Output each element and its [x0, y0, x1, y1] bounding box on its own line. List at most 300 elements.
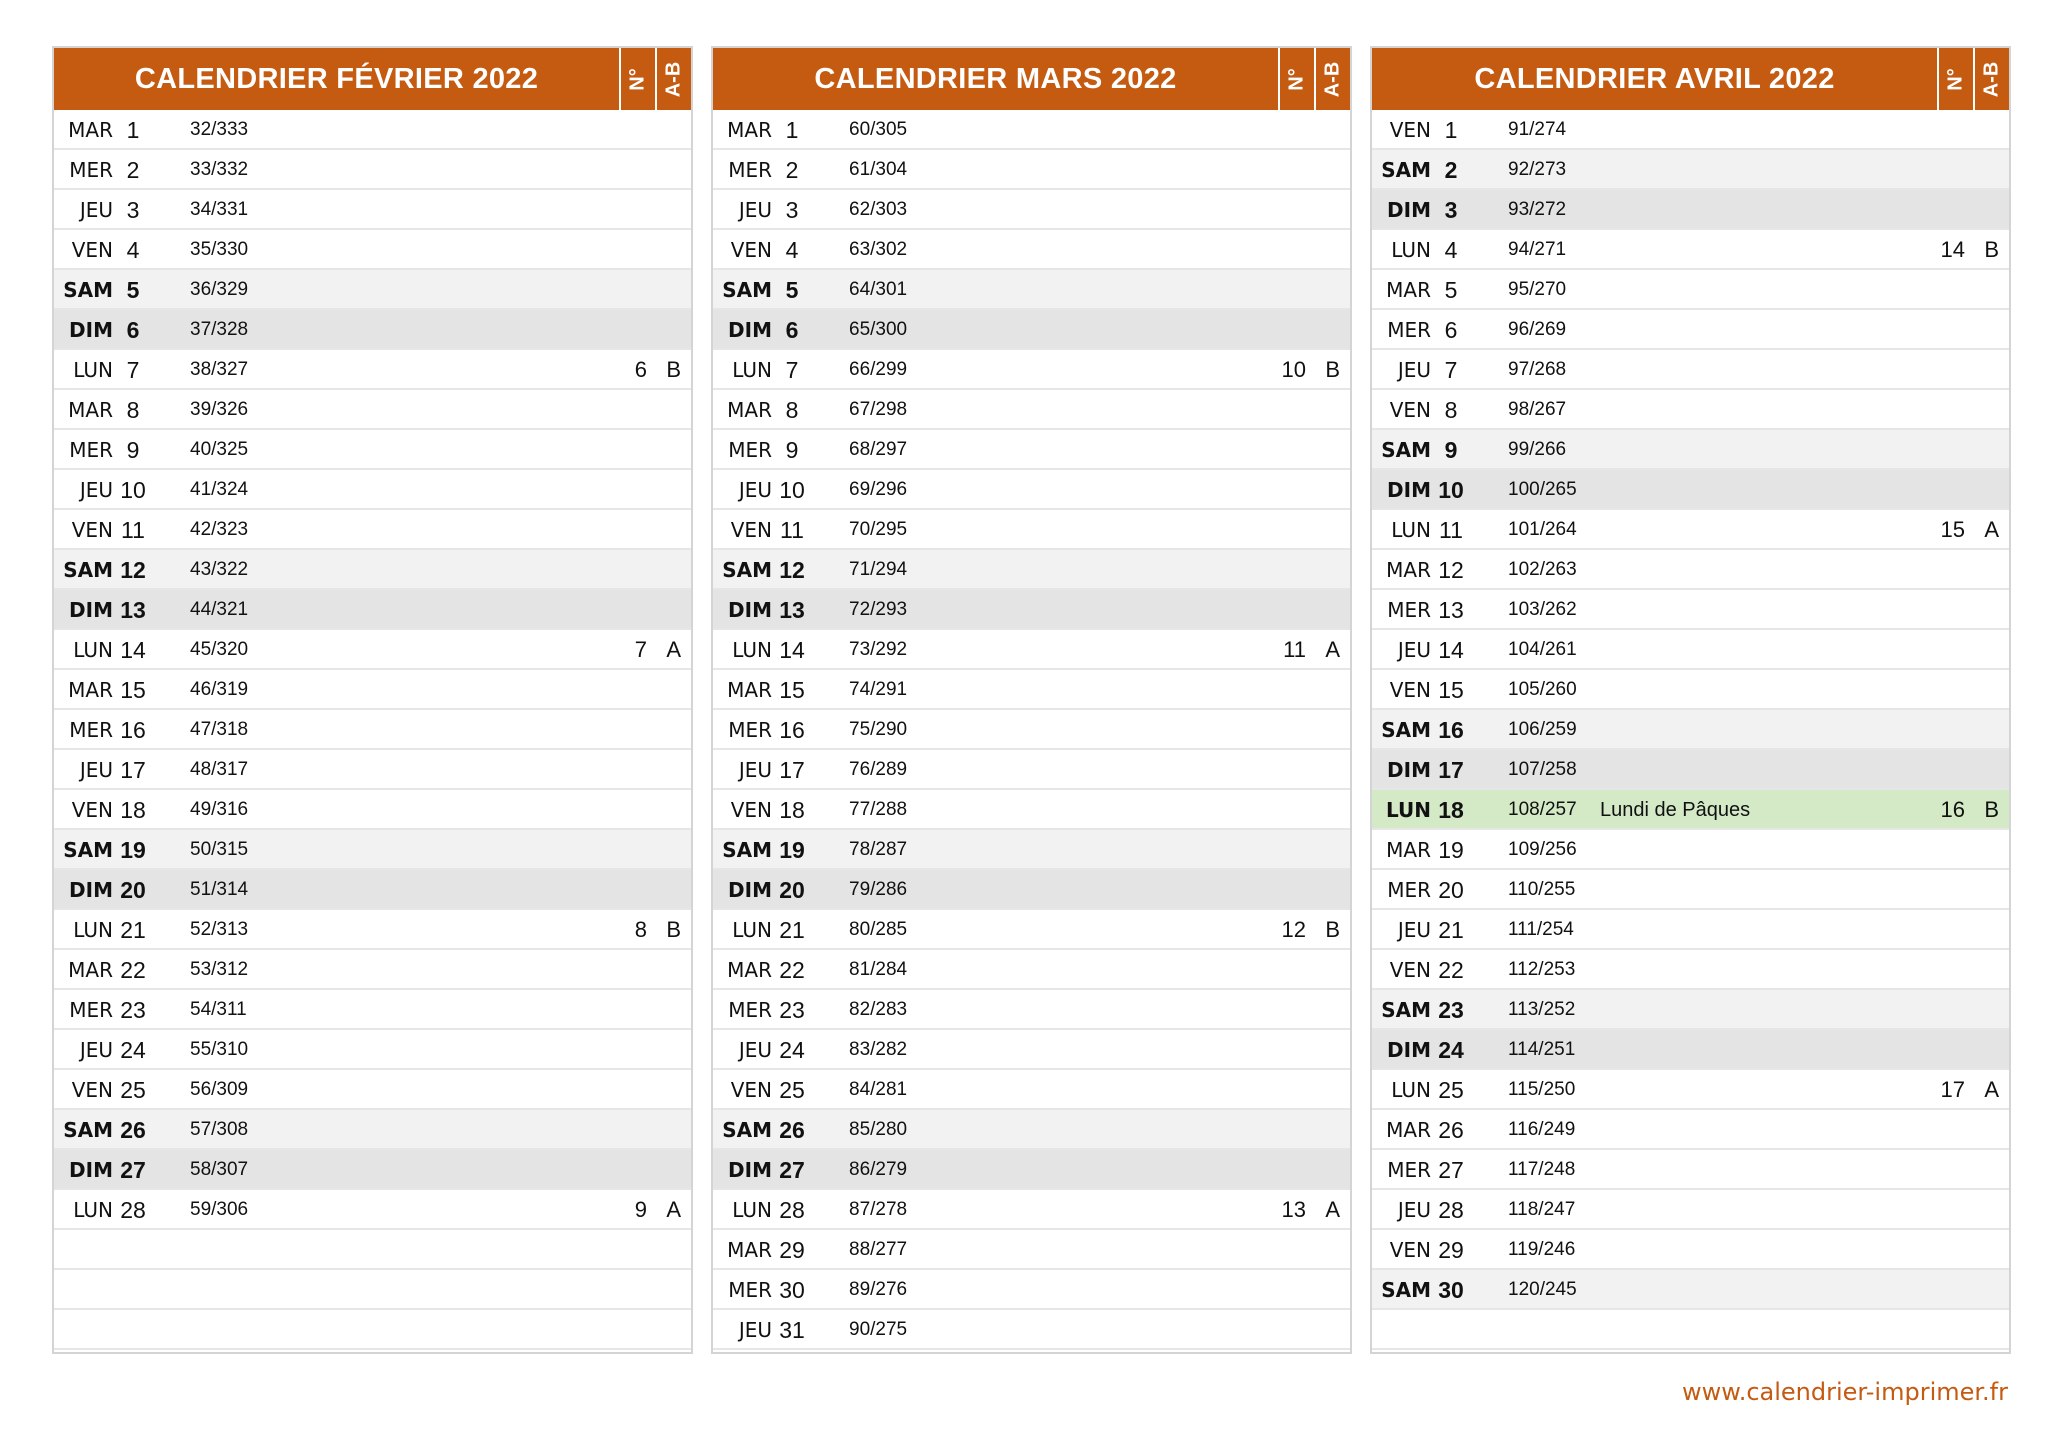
day-row-weekend	[713, 870, 1350, 910]
ab-week: A	[1325, 637, 1340, 662]
day-number: 14	[779, 637, 805, 663]
day-row	[713, 630, 1350, 670]
day-of-week: MER	[728, 998, 772, 1022]
day-row	[54, 950, 691, 990]
day-of-week: MER	[69, 158, 113, 182]
week-number: 14	[1940, 237, 1965, 262]
day-of-week: DIM	[728, 878, 772, 902]
day-of-year: 117/248	[1508, 1159, 1576, 1180]
day-of-year: 78/287	[849, 839, 908, 860]
day-row	[713, 950, 1350, 990]
day-number: 2	[1444, 157, 1458, 183]
day-number: 16	[1438, 717, 1464, 743]
day-row-weekend	[713, 830, 1350, 870]
day-row	[713, 150, 1350, 190]
day-of-year: 33/332	[190, 159, 249, 180]
day-row	[713, 1030, 1350, 1070]
day-row	[54, 910, 691, 950]
day-of-week: LUN	[732, 358, 772, 382]
day-of-year: 70/295	[849, 519, 908, 540]
day-of-week: MAR	[1386, 278, 1431, 302]
day-number: 4	[1444, 237, 1458, 263]
ab-week-column-header: A-B	[1973, 48, 2009, 110]
day-number: 12	[1438, 557, 1464, 583]
day-of-week: VEN	[71, 238, 113, 262]
day-row	[54, 150, 691, 190]
day-number: 8	[126, 397, 140, 423]
day-of-week: MER	[69, 998, 113, 1022]
day-of-week: LUN	[1391, 238, 1431, 262]
day-of-year: 55/310	[190, 1039, 249, 1060]
day-number: 10	[779, 477, 805, 503]
ab-week: B	[1984, 797, 1999, 822]
day-of-year: 47/318	[190, 719, 249, 740]
week-number-column-header: N°	[619, 48, 655, 110]
day-row-weekend	[1372, 750, 2009, 790]
calendar-header	[54, 48, 691, 110]
week-number: 12	[1281, 917, 1306, 942]
calendar-title: CALENDRIER MARS 2022	[814, 62, 1177, 95]
day-of-week: VEN	[730, 238, 772, 262]
ab-week: B	[1984, 237, 1999, 262]
day-of-week: JEU	[79, 478, 113, 502]
day-of-week: MAR	[68, 398, 113, 422]
day-of-year: 40/325	[190, 439, 249, 460]
day-number: 6	[785, 317, 799, 343]
day-of-year: 89/276	[849, 1279, 908, 1300]
day-number: 2	[785, 157, 799, 183]
day-row-weekend	[713, 1110, 1350, 1150]
day-of-week: DIM	[728, 1158, 772, 1182]
day-of-week: SAM	[1381, 1278, 1431, 1302]
day-of-week: JEU	[1397, 638, 1431, 662]
week-number-column-header: N°	[1278, 48, 1314, 110]
day-number: 26	[120, 1117, 146, 1143]
day-number: 6	[126, 317, 140, 343]
day-of-week: MER	[728, 438, 772, 462]
day-row-weekend	[1372, 470, 2009, 510]
empty-row	[54, 1230, 691, 1270]
day-number: 11	[121, 517, 145, 543]
calendar-header	[713, 48, 1350, 110]
day-of-week: VEN	[730, 1078, 772, 1102]
day-of-year: 71/294	[849, 559, 908, 580]
day-of-week: JEU	[79, 198, 113, 222]
day-row	[713, 470, 1350, 510]
day-row	[1372, 1150, 2009, 1190]
day-number: 19	[779, 837, 805, 863]
day-row	[713, 430, 1350, 470]
day-row-weekend	[1372, 1030, 2009, 1070]
day-number: 1	[1444, 117, 1458, 143]
ab-week: B	[1325, 357, 1340, 382]
day-row-weekend	[54, 590, 691, 630]
day-of-year: 115/250	[1508, 1079, 1576, 1100]
day-of-year: 44/321	[190, 599, 249, 620]
day-number: 29	[1438, 1237, 1464, 1263]
day-of-week: JEU	[79, 1038, 113, 1062]
day-number: 19	[120, 837, 146, 863]
day-of-week: JEU	[1397, 918, 1431, 942]
day-number: 12	[120, 557, 146, 583]
day-number: 22	[779, 957, 805, 983]
week-number: 16	[1940, 797, 1965, 822]
day-of-week: MER	[1387, 598, 1431, 622]
day-row	[1372, 550, 2009, 590]
day-row	[54, 1030, 691, 1070]
day-of-year: 103/262	[1508, 599, 1577, 620]
day-number: 25	[1438, 1077, 1464, 1103]
day-of-year: 75/290	[849, 719, 908, 740]
day-number: 10	[120, 477, 146, 503]
day-row	[1372, 310, 2009, 350]
day-of-week: SAM	[1381, 158, 1431, 182]
day-of-year: 77/288	[849, 799, 908, 820]
day-number: 28	[779, 1197, 805, 1223]
day-of-year: 97/268	[1508, 359, 1567, 380]
day-number: 13	[779, 597, 805, 623]
day-number: 8	[785, 397, 799, 423]
week-number: 15	[1940, 517, 1965, 542]
day-of-year: 87/278	[849, 1199, 908, 1220]
day-of-week: MER	[1387, 1158, 1431, 1182]
day-of-week: MAR	[1386, 558, 1431, 582]
day-of-year: 120/245	[1508, 1279, 1577, 1300]
day-of-year: 112/253	[1508, 959, 1576, 980]
day-of-year: 107/258	[1508, 759, 1577, 780]
day-of-week: VEN	[1389, 398, 1431, 422]
day-number: 12	[779, 557, 805, 583]
day-number: 27	[779, 1157, 805, 1183]
footer-website-link[interactable]: www.calendrier-imprimer.fr	[1682, 1378, 2008, 1406]
day-of-year: 98/267	[1508, 399, 1567, 420]
day-number: 6	[1444, 317, 1458, 343]
day-of-week: SAM	[722, 838, 772, 862]
day-of-year: 82/283	[849, 999, 908, 1020]
day-of-year: 60/305	[849, 119, 908, 140]
calendar-title: CALENDRIER AVRIL 2022	[1474, 62, 1835, 95]
day-number: 10	[1438, 477, 1464, 503]
day-of-week: JEU	[1397, 358, 1431, 382]
day-of-year: 34/331	[190, 199, 249, 220]
day-of-week: JEU	[738, 1318, 772, 1342]
day-row	[54, 390, 691, 430]
day-row	[713, 1070, 1350, 1110]
day-of-week: DIM	[728, 318, 772, 342]
calendar-march	[711, 46, 1352, 1354]
ab-week: A	[1325, 1197, 1340, 1222]
week-number-column-header: N°	[1937, 48, 1973, 110]
day-of-week: MAR	[727, 958, 772, 982]
day-of-year: 62/303	[849, 199, 908, 220]
day-of-week: MAR	[1386, 838, 1431, 862]
week-number: 8	[634, 917, 647, 942]
day-of-year: 84/281	[849, 1079, 908, 1100]
day-number: 4	[126, 237, 140, 263]
day-of-year: 111/254	[1508, 919, 1574, 940]
day-of-week: MER	[728, 718, 772, 742]
day-of-year: 109/256	[1508, 839, 1577, 860]
day-of-week: MAR	[727, 678, 772, 702]
day-of-week: SAM	[1381, 998, 1431, 1022]
day-number: 27	[1438, 1157, 1464, 1183]
day-row-weekend	[1372, 150, 2009, 190]
day-of-year: 36/329	[190, 279, 249, 300]
day-of-week: DIM	[728, 598, 772, 622]
day-row	[713, 910, 1350, 950]
day-of-year: 102/263	[1508, 559, 1577, 580]
day-number: 28	[1438, 1197, 1464, 1223]
day-row	[54, 470, 691, 510]
ab-week: B	[666, 917, 681, 942]
day-of-year: 46/319	[190, 679, 249, 700]
day-number: 23	[1438, 997, 1464, 1023]
week-number: 9	[634, 1197, 647, 1222]
day-number: 7	[785, 357, 799, 383]
day-number: 20	[120, 877, 146, 903]
day-of-year: 114/251	[1508, 1039, 1576, 1060]
day-of-week: MAR	[727, 118, 772, 142]
day-row	[54, 1190, 691, 1230]
day-of-year: 37/328	[190, 319, 249, 340]
day-of-year: 101/264	[1508, 519, 1577, 540]
day-of-year: 91/274	[1508, 119, 1567, 140]
day-number: 14	[1438, 637, 1464, 663]
day-of-week: MER	[69, 438, 113, 462]
day-number: 20	[779, 877, 805, 903]
day-number: 13	[120, 597, 146, 623]
day-of-week: DIM	[69, 598, 113, 622]
day-number: 9	[1444, 437, 1458, 463]
day-of-year: 100/265	[1508, 479, 1577, 500]
day-of-year: 49/316	[190, 799, 249, 820]
day-number: 21	[779, 917, 805, 943]
day-of-year: 93/272	[1508, 199, 1567, 220]
day-of-year: 38/327	[190, 359, 249, 380]
empty-row	[54, 1270, 691, 1310]
day-row	[713, 110, 1350, 150]
day-row-weekend	[713, 270, 1350, 310]
day-row	[1372, 910, 2009, 950]
day-row	[1372, 630, 2009, 670]
day-number: 8	[1444, 397, 1458, 423]
week-number: 6	[634, 357, 647, 382]
day-row-weekend	[54, 550, 691, 590]
day-number: 30	[1438, 1277, 1464, 1303]
day-row-weekend	[54, 830, 691, 870]
day-of-year: 86/279	[849, 1159, 908, 1180]
day-row-weekend	[1372, 1270, 2009, 1310]
day-row	[713, 350, 1350, 390]
day-of-year: 61/304	[849, 159, 908, 180]
day-of-week: SAM	[722, 558, 772, 582]
day-of-year: 56/309	[190, 1079, 249, 1100]
day-of-week: JEU	[738, 1038, 772, 1062]
day-of-year: 80/285	[849, 919, 908, 940]
day-row	[54, 110, 691, 150]
day-of-year: 52/313	[190, 919, 249, 940]
day-row	[1372, 830, 2009, 870]
day-number: 14	[120, 637, 146, 663]
day-number: 15	[1438, 677, 1464, 703]
day-row	[713, 1230, 1350, 1270]
day-number: 1	[126, 117, 140, 143]
day-of-year: 79/286	[849, 879, 908, 900]
day-of-week: LUN	[732, 638, 772, 662]
day-of-week: LUN	[732, 918, 772, 942]
day-of-week: DIM	[1387, 198, 1431, 222]
day-of-year: 99/266	[1508, 439, 1567, 460]
day-of-week: JEU	[738, 478, 772, 502]
day-row	[1372, 670, 2009, 710]
day-of-year: 67/298	[849, 399, 908, 420]
day-row	[54, 510, 691, 550]
day-row-weekend	[713, 590, 1350, 630]
day-of-week: LUN	[732, 1198, 772, 1222]
day-number: 5	[1444, 277, 1458, 303]
day-number: 2	[126, 157, 140, 183]
day-row	[713, 390, 1350, 430]
day-of-year: 83/282	[849, 1039, 908, 1060]
day-number: 29	[779, 1237, 805, 1263]
day-of-week: LUN	[73, 1198, 113, 1222]
day-of-year: 116/249	[1508, 1119, 1576, 1140]
day-number: 31	[779, 1317, 805, 1343]
week-number: 13	[1281, 1197, 1306, 1222]
day-of-week: SAM	[63, 278, 113, 302]
day-row	[1372, 1230, 2009, 1270]
day-number: 21	[120, 917, 146, 943]
day-of-week: JEU	[1397, 1198, 1431, 1222]
day-row	[54, 230, 691, 270]
day-of-year: 104/261	[1508, 639, 1577, 660]
week-number: 11	[1283, 637, 1306, 662]
day-row-weekend	[713, 310, 1350, 350]
day-of-year: 63/302	[849, 239, 908, 260]
day-row	[713, 190, 1350, 230]
week-number: 10	[1281, 357, 1306, 382]
day-of-week: JEU	[79, 758, 113, 782]
day-of-year: 45/320	[190, 639, 249, 660]
day-number: 4	[785, 237, 799, 263]
day-of-year: 51/314	[190, 879, 249, 900]
day-number: 21	[1438, 917, 1464, 943]
day-row	[1372, 1110, 2009, 1150]
day-row	[54, 670, 691, 710]
day-row-weekend	[1372, 430, 2009, 470]
day-row	[713, 710, 1350, 750]
day-of-week: VEN	[1389, 1238, 1431, 1262]
day-of-week: MER	[728, 1278, 772, 1302]
day-row	[1372, 390, 2009, 430]
day-of-year: 35/330	[190, 239, 249, 260]
day-of-year: 92/273	[1508, 159, 1567, 180]
day-of-week: MAR	[727, 398, 772, 422]
day-of-week: LUN	[1385, 798, 1431, 822]
day-of-week: VEN	[1389, 958, 1431, 982]
day-of-week: LUN	[73, 358, 113, 382]
ab-week: B	[666, 357, 681, 382]
day-of-week: SAM	[1381, 438, 1431, 462]
day-row-weekend	[54, 270, 691, 310]
day-number: 18	[1438, 797, 1464, 823]
day-of-year: 58/307	[190, 1159, 249, 1180]
day-of-week: DIM	[1387, 1038, 1431, 1062]
day-row	[54, 430, 691, 470]
empty-row	[1372, 1310, 2009, 1350]
day-number: 7	[126, 357, 140, 383]
day-row	[713, 790, 1350, 830]
ab-week: A	[666, 1197, 681, 1222]
day-of-year: 90/275	[849, 1319, 908, 1340]
day-number: 17	[779, 757, 805, 783]
calendar-title: CALENDRIER FÉVRIER 2022	[134, 62, 539, 95]
day-row	[713, 230, 1350, 270]
day-of-year: 53/312	[190, 959, 249, 980]
day-of-week: VEN	[1389, 678, 1431, 702]
day-row	[1372, 270, 2009, 310]
day-of-week: VEN	[71, 518, 113, 542]
day-of-week: MAR	[68, 958, 113, 982]
day-row	[54, 190, 691, 230]
day-of-year: 88/277	[849, 1239, 908, 1260]
day-number: 9	[126, 437, 140, 463]
day-of-week: SAM	[63, 558, 113, 582]
day-of-week: MER	[1387, 318, 1431, 342]
day-number: 15	[120, 677, 146, 703]
day-number: 11	[780, 517, 804, 543]
day-of-week: MER	[1387, 878, 1431, 902]
day-of-year: 48/317	[190, 759, 249, 780]
day-number: 15	[779, 677, 805, 703]
day-row	[713, 670, 1350, 710]
day-of-year: 110/255	[1508, 879, 1576, 900]
day-rows	[713, 110, 1350, 1350]
day-number: 22	[120, 957, 146, 983]
day-of-year: 119/246	[1508, 1239, 1576, 1260]
day-of-week: MAR	[1386, 1118, 1431, 1142]
day-number: 5	[126, 277, 140, 303]
day-of-year: 50/315	[190, 839, 249, 860]
day-row	[1372, 230, 2009, 270]
event-label: Lundi de Pâques	[1600, 799, 1751, 821]
day-of-year: 106/259	[1508, 719, 1577, 740]
day-rows	[1372, 110, 2009, 1350]
day-of-year: 94/271	[1508, 239, 1567, 260]
day-of-week: DIM	[69, 878, 113, 902]
day-row	[54, 750, 691, 790]
day-of-week: JEU	[738, 758, 772, 782]
day-of-week: SAM	[722, 278, 772, 302]
day-number: 3	[1444, 197, 1458, 223]
day-of-year: 96/269	[1508, 319, 1567, 340]
day-of-week: DIM	[69, 1158, 113, 1182]
day-number: 20	[1438, 877, 1464, 903]
day-row	[54, 790, 691, 830]
day-rows	[54, 110, 691, 1350]
day-number: 3	[126, 197, 140, 223]
day-of-year: 54/311	[190, 999, 247, 1020]
day-of-year: 74/291	[849, 679, 908, 700]
day-of-week: SAM	[722, 1118, 772, 1142]
day-of-year: 65/300	[849, 319, 908, 340]
day-number: 16	[120, 717, 146, 743]
week-number: 17	[1940, 1077, 1965, 1102]
day-row	[1372, 870, 2009, 910]
day-number: 17	[1438, 757, 1464, 783]
day-of-week: SAM	[63, 1118, 113, 1142]
day-number: 25	[120, 1077, 146, 1103]
